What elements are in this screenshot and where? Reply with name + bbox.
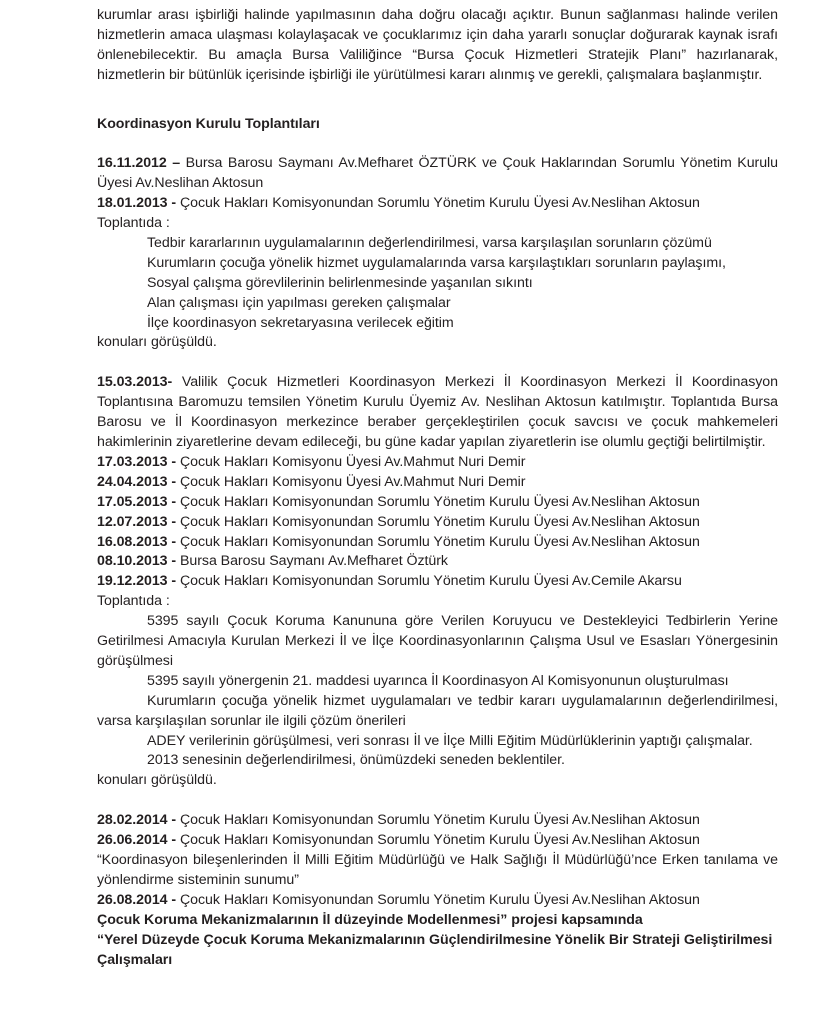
- section-heading: Koordinasyon Kurulu Toplantıları: [97, 115, 320, 132]
- meeting-entry: [97, 154, 778, 194]
- meeting-text: Bursa Barosu Saymanı Av.Mefharet ÖZTÜRK ve Çouk Haklarından Sorumlu Yönetim Kurulu Üyesi Av.Neslihan Aktosun: [97, 155, 778, 192]
- topic-item: Kurumların çocuğa yönelik hizmet uygulamaları ve tedbir kararı uygulamalarının değerlendirilmesi, varsa karşılaşılan sorunlar ile ilgili çözüm önerileri: [97, 692, 778, 729]
- meeting-entry: [97, 453, 778, 473]
- document-page: [97, 6, 778, 970]
- meeting-date: 17.03.2013 -: [97, 453, 177, 470]
- meeting-entry: [97, 572, 778, 592]
- topic-item: ADEY verilerinin görüşülmesi, veri sonrası İl ve İlçe Milli Eğitim Müdürlüklerinin yaptığı çalışmalar.: [147, 732, 753, 749]
- meeting-entry: [97, 473, 778, 493]
- topic-item: 2013 senesinin değerlendirilmesi, önümüzdeki seneden beklentiler.: [147, 752, 565, 769]
- topics-closing: konuları görüşüldü.: [97, 772, 217, 789]
- meeting-entry: [97, 533, 778, 553]
- meeting-date: 28.02.2014 -: [97, 812, 177, 829]
- meeting-date: 18.01.2013 -: [97, 195, 177, 212]
- toplantida-label: Toplantıda :: [97, 593, 170, 610]
- topic-item: Tedbir kararlarının uygulamalarının değerlendirilmesi, varsa karşılaşılan sorunların çözümü: [147, 234, 712, 251]
- meeting-entry: [97, 831, 778, 851]
- meeting-entry: [97, 891, 778, 911]
- meeting-text: Çocuk Hakları Komisyonundan Sorumlu Yönetim Kurulu Üyesi Av.Neslihan Aktosun: [176, 493, 700, 510]
- meeting-date: 12.07.2013 -: [97, 513, 177, 530]
- meeting-text: Çocuk Hakları Komisyonu Üyesi Av.Mahmut Nuri Demir: [176, 473, 526, 490]
- meeting-text: Çocuk Hakları Komisyonundan Sorumlu Yönetim Kurulu Üyesi Av.Neslihan Aktosun: [176, 891, 700, 908]
- meeting-text: Çocuk Hakları Komisyonundan Sorumlu Yönetim Kurulu Üyesi Av.Neslihan Aktosun: [176, 812, 700, 829]
- meeting-entry: [97, 811, 778, 831]
- meeting-date: 24.04.2013 -: [97, 473, 177, 490]
- meeting-quote: “Koordinasyon bileşenlerinden İl Milli Eğitim Müdürlüğü ve Halk Sağlığı İl Müdürlüğü’nce Erken tanılama ve yönlendirme sisteminin sunumu”: [97, 852, 778, 888]
- topic-item: İlçe koordinasyon sekretaryasına verilecek eğitim: [147, 314, 454, 331]
- meeting-text: Çocuk Hakları Komisyonundan Sorumlu Yönetim Kurulu Üyesi Av.Cemile Akarsu: [176, 573, 682, 590]
- project-title: Çocuk Koruma Mekanizmalarının İl düzeyinde Modellenmesi” projesi kapsamında: [97, 911, 643, 928]
- topics-closing: konuları görüşüldü.: [97, 334, 217, 351]
- meeting-date: 08.10.2013 -: [97, 553, 177, 570]
- meeting-date: 16.08.2013 -: [97, 533, 177, 550]
- meeting-text: Çocuk Hakları Komisyonu Üyesi Av.Mahmut Nuri Demir: [176, 453, 526, 470]
- topic-item: 5395 sayılı yönergenin 21. maddesi uyarınca İl Koordinasyon Al Komisyonunun oluşturulması: [147, 672, 729, 689]
- meeting-entry: [97, 194, 778, 214]
- meeting-date: 26.08.2014 -: [97, 891, 177, 908]
- meeting-entry: [97, 373, 778, 453]
- meeting-text: Çocuk Hakları Komisyonundan Sorumlu Yönetim Kurulu Üyesi Av.Neslihan Aktosun: [176, 195, 700, 212]
- meeting-text: Çocuk Hakları Komisyonundan Sorumlu Yönetim Kurulu Üyesi Av.Neslihan Aktosun: [176, 513, 700, 530]
- meeting-entry: [97, 493, 778, 513]
- toplantida-label: Toplantıda :: [97, 215, 170, 232]
- meeting-date: 17.05.2013 -: [97, 493, 177, 510]
- topic-item: Sosyal çalışma görevlilerinin belirlenmesinde yaşanılan sıkıntı: [147, 274, 533, 291]
- topic-item: 5395 sayılı Çocuk Koruma Kanununa göre Verilen Koruyucu ve Destekleyici Tedbirlerin Yerine Getirilmesi Amacıyla Kurulan Merkezi İl ve İlçe Koordinasyonlarının Çalışma Usul ve Esasları Yönergesinin görüşülmesi: [97, 613, 778, 669]
- meeting-date: 16.11.2012 –: [97, 155, 181, 172]
- meeting-entry: [97, 513, 778, 533]
- topic-item: Alan çalışması için yapılması gereken çalışmalar: [147, 294, 451, 311]
- meeting-text: Çocuk Hakları Komisyonundan Sorumlu Yönetim Kurulu Üyesi Av.Neslihan Aktosun: [176, 832, 700, 849]
- intro-paragraph: kurumlar arası işbirliği halinde yapılmasının daha doğru olacağı açıktır. Bunun sağlanması halinde verilen hizmetlerin amaca ulaşması kolaylaşacak ve çocuklarımız için daha yararlı sonuçlar doğurarak kaynak israfı önlenebilecektir. Bu amaçla Bursa Valiliğince “Bursa Çocuk Hizmetleri Stratejik Planı” hazırlanarak, hizmetlerin bir bütünlük içerisinde işbirliği ile yürütülmesi kararı alınmış ve gerekli, çalışmalara başlanmıştır.: [97, 7, 778, 83]
- meeting-text: Bursa Barosu Saymanı Av.Mefharet Öztürk: [176, 553, 448, 570]
- meeting-entry: [97, 552, 778, 572]
- meeting-date: 15.03.2013-: [97, 374, 173, 391]
- meeting-text: Valilik Çocuk Hizmetleri Koordinasyon Merkezi İl Koordinasyon Merkezi İl Koordinasyon Toplantısına Baromuzu temsilen Yönetim Kurulu Üyemiz Av. Neslihan Aktosun katılmıştır. Toplantıda Bursa Barosu ve İl Koordinasyon merkezince beraber gerçekleştirilen çocuk savcısı ve çocuk mahkemeleri hakimlerinin ziyaretlerine devam edileceği, bu güne kadar yapılan ziyaretlerin ise olumlu geçtiği belirtilmiştir.: [97, 374, 778, 450]
- project-subtitle: “Yerel Düzeyde Çocuk Koruma Mekanizmalarının Güçlendirilmesine Yönelik Bir Strateji Geliştirilmesi Çalışmaları: [97, 931, 773, 968]
- meeting-date: 26.06.2014 -: [97, 832, 177, 849]
- meeting-date: 19.12.2013 -: [97, 573, 177, 590]
- meeting-text: Çocuk Hakları Komisyonundan Sorumlu Yönetim Kurulu Üyesi Av.Neslihan Aktosun: [176, 533, 700, 550]
- topic-item: Kurumların çocuğa yönelik hizmet uygulamalarında varsa karşılaştıkları sorunların paylaşımı,: [147, 254, 726, 271]
